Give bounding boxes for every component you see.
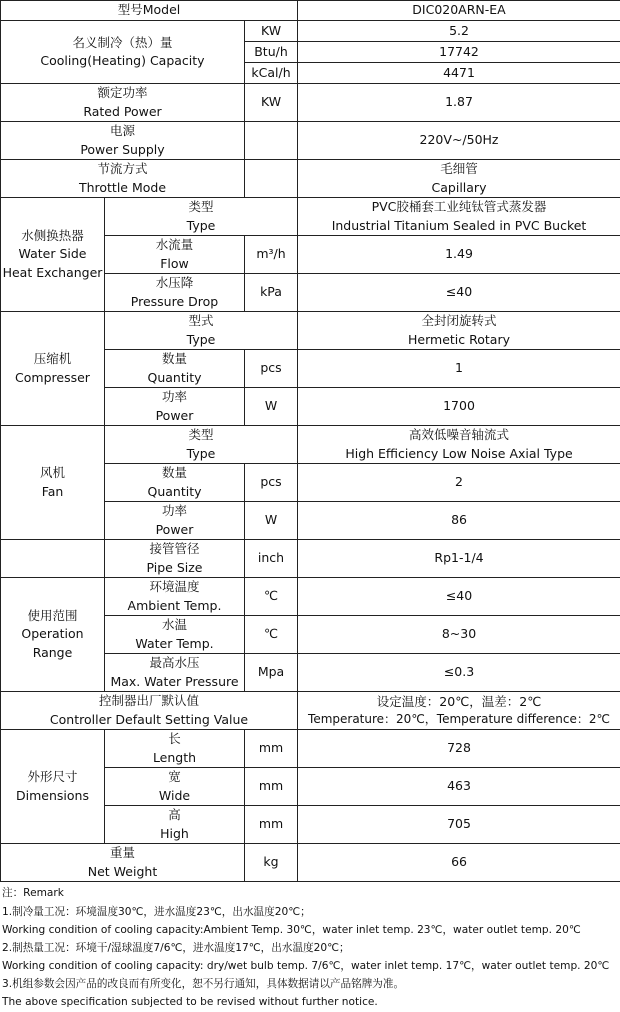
fan-label-en: Fan bbox=[41, 483, 64, 499]
op-max-pressure-unit: Mpa bbox=[245, 654, 298, 692]
dim-length-unit: mm bbox=[245, 730, 298, 768]
fan-quantity-label-cn: 数量 bbox=[161, 465, 187, 481]
hx-pressure-drop-label bbox=[105, 274, 245, 312]
row-pipe-size bbox=[1, 540, 620, 578]
net-weight-label bbox=[1, 844, 245, 882]
op-water-label-en: Water Temp. bbox=[135, 635, 214, 651]
power-supply-unit bbox=[245, 122, 298, 160]
row-fan-type bbox=[1, 426, 620, 464]
op-ambient-label-cn: 环境温度 bbox=[149, 579, 200, 595]
fan-quantity-label bbox=[105, 464, 245, 502]
dim-wide-value: 463 bbox=[298, 768, 620, 806]
remark-heading: 注：Remark bbox=[2, 887, 64, 899]
hx-type-label bbox=[105, 198, 298, 236]
pipe-size-value: Rp1-1/4 bbox=[298, 540, 620, 578]
hx-pressure-drop-value: ≤40 bbox=[298, 274, 620, 312]
dim-wide-label-en: Wide bbox=[158, 787, 191, 803]
op-max-pressure-label-en: Max. Water Pressure bbox=[110, 673, 239, 689]
rated-power-unit: KW bbox=[245, 84, 298, 122]
rated-power-label bbox=[1, 84, 245, 122]
op-water-label bbox=[105, 616, 245, 654]
throttle-label-cn: 节流方式 bbox=[97, 161, 148, 177]
row-power-supply bbox=[1, 122, 620, 160]
fan-quantity-label-en: Quantity bbox=[147, 483, 202, 499]
fan-label-cn: 风机 bbox=[39, 465, 65, 481]
dim-high-value: 705 bbox=[298, 806, 620, 844]
capacity-value: 5.2 bbox=[298, 21, 620, 42]
remark-line: 1.制冷量工况：环境温度30℃，进水温度23℃，出水温度20℃； bbox=[2, 906, 311, 918]
op-water-value: 8~30 bbox=[298, 616, 620, 654]
fan-type-label-en: Type bbox=[186, 445, 216, 461]
dim-wide-unit: mm bbox=[245, 768, 298, 806]
compressor-power-label-en: Power bbox=[155, 407, 194, 423]
compressor-quantity-label-en: Quantity bbox=[147, 369, 202, 385]
remark-line: The above specification subjected to be revised without further notice. bbox=[2, 996, 378, 1008]
hx-type-value bbox=[298, 198, 620, 236]
dimensions-label-cn: 外形尺寸 bbox=[27, 769, 78, 785]
pipe-size-label bbox=[105, 540, 245, 578]
row-dim-length bbox=[1, 730, 620, 768]
row-net-weight bbox=[1, 844, 620, 882]
power-supply-label-cn: 电源 bbox=[109, 123, 135, 139]
remark-line: Working condition of cooling capacity:Ambient Temp. 30℃，water inlet temp. 23℃，water outlet temp. 20℃ bbox=[2, 924, 581, 936]
capacity-label-en: Cooling(Heating) Capacity bbox=[40, 53, 205, 68]
hx-type-value-en: Industrial Titanium Sealed in PVC Bucket bbox=[331, 217, 587, 233]
water-hx-label-cn: 水侧换热器 bbox=[21, 228, 84, 244]
compressor-label-cn: 压缩机 bbox=[33, 351, 72, 367]
hx-pressure-drop-label-cn: 水压降 bbox=[155, 275, 194, 291]
op-max-pressure-value: ≤0.3 bbox=[298, 654, 620, 692]
rated-power-label-en: Rated Power bbox=[83, 103, 162, 119]
row-compressor-type bbox=[1, 312, 620, 350]
dim-wide-label bbox=[105, 768, 245, 806]
controller-label bbox=[1, 692, 298, 730]
capacity-value: 4471 bbox=[298, 63, 620, 84]
compressor-quantity-value: 1 bbox=[298, 350, 620, 388]
throttle-label bbox=[1, 160, 245, 198]
model-value: DIC020ARN-EA bbox=[298, 1, 620, 21]
op-max-pressure-label-cn: 最高水压 bbox=[149, 655, 200, 671]
capacity-label bbox=[1, 21, 245, 84]
capacity-value: 17742 bbox=[298, 42, 620, 63]
dim-high-label-en: High bbox=[160, 825, 189, 841]
compressor-type-label-cn: 型式 bbox=[188, 313, 214, 329]
controller-value bbox=[298, 692, 620, 730]
row-hx-type bbox=[1, 198, 620, 236]
rated-power-label-cn: 额定功率 bbox=[97, 85, 148, 101]
operation-label-en2: Range bbox=[32, 644, 73, 660]
fan-power-value: 86 bbox=[298, 502, 620, 540]
row-model bbox=[1, 1, 620, 21]
compressor-quantity-label bbox=[105, 350, 245, 388]
compressor-type-label-en: Type bbox=[186, 331, 216, 347]
compressor-quantity-unit: pcs bbox=[245, 350, 298, 388]
fan-type-value-cn: 高效低噪音轴流式 bbox=[409, 427, 510, 443]
water-hx-label-en2: Heat Exchanger bbox=[2, 264, 103, 280]
net-weight-label-cn: 重量 bbox=[109, 845, 135, 861]
water-hx-label bbox=[1, 198, 105, 312]
op-ambient-value: ≤40 bbox=[298, 578, 620, 616]
throttle-value-cn: 毛细管 bbox=[440, 161, 478, 177]
dim-high-label bbox=[105, 806, 245, 844]
hx-pressure-drop-label-en: Pressure Drop bbox=[130, 293, 219, 309]
dim-length-label-cn: 长 bbox=[168, 731, 181, 747]
dim-length-label bbox=[105, 730, 245, 768]
net-weight-unit: kg bbox=[245, 844, 298, 882]
compressor-quantity-label-cn: 数量 bbox=[161, 351, 187, 367]
compressor-type-value-cn: 全封闭旋转式 bbox=[421, 313, 497, 329]
pipe-size-label-cn: 接管管径 bbox=[149, 541, 200, 557]
compressor-type-value-en: Hermetic Rotary bbox=[408, 331, 510, 347]
fan-label bbox=[1, 426, 105, 540]
hx-flow-label-cn: 水流量 bbox=[155, 237, 194, 253]
operation-label bbox=[1, 578, 105, 692]
dim-length-value: 728 bbox=[298, 730, 620, 768]
row-capacity-kw bbox=[1, 21, 620, 42]
row-op-ambient bbox=[1, 578, 620, 616]
pipe-size-empty bbox=[1, 540, 105, 578]
compressor-power-label bbox=[105, 388, 245, 426]
dimensions-label bbox=[1, 730, 105, 844]
rated-power-value: 1.87 bbox=[298, 84, 620, 122]
op-ambient-label bbox=[105, 578, 245, 616]
op-ambient-unit: ℃ bbox=[245, 578, 298, 616]
compressor-label bbox=[1, 312, 105, 426]
fan-power-label bbox=[105, 502, 245, 540]
fan-type-value-en: High Efficiency Low Noise Axial Type bbox=[345, 445, 573, 461]
row-rated-power bbox=[1, 84, 620, 122]
power-supply-label bbox=[1, 122, 245, 160]
throttle-unit bbox=[245, 160, 298, 198]
capacity-label-cn: 名义制冷（热）量 bbox=[72, 34, 173, 50]
power-supply-label-en: Power Supply bbox=[80, 141, 165, 157]
capacity-unit: Btu/h bbox=[245, 42, 298, 63]
controller-value-cn: 设定温度：20℃，温差：2℃ bbox=[376, 693, 542, 709]
hx-flow-label-en: Flow bbox=[160, 255, 189, 271]
fan-type-value bbox=[298, 426, 620, 464]
throttle-value-en: Capillary bbox=[431, 179, 487, 195]
capacity-unit: KW bbox=[245, 21, 298, 42]
throttle-label-en: Throttle Mode bbox=[78, 179, 167, 195]
fan-type-label-cn: 类型 bbox=[188, 427, 214, 443]
controller-label-en: Controller Default Setting Value bbox=[49, 711, 249, 727]
pipe-size-unit: inch bbox=[245, 540, 298, 578]
compressor-type-label bbox=[105, 312, 298, 350]
hx-type-value-cn: PVC胶桶套工业纯钛管式蒸发器 bbox=[371, 199, 547, 215]
water-hx-label-en1: Water Side bbox=[18, 246, 87, 262]
compressor-power-unit: W bbox=[245, 388, 298, 426]
power-supply-value: 220V~/50Hz bbox=[298, 122, 620, 160]
dim-high-label-cn: 高 bbox=[168, 807, 181, 823]
compressor-power-value: 1700 bbox=[298, 388, 620, 426]
row-controller bbox=[1, 692, 620, 730]
dim-wide-label-cn: 宽 bbox=[168, 769, 181, 785]
net-weight-label-en: Net Weight bbox=[87, 863, 158, 879]
fan-type-label bbox=[105, 426, 298, 464]
controller-label-cn: 控制器出厂默认值 bbox=[99, 693, 200, 709]
row-throttle bbox=[1, 160, 620, 198]
operation-label-en1: Operation bbox=[21, 626, 84, 642]
controller-value-en: Temperature：20℃，Temperature difference：2℃ bbox=[308, 711, 610, 726]
fan-quantity-value: 2 bbox=[298, 464, 620, 502]
dim-length-label-en: Length bbox=[152, 749, 197, 765]
remark-line: 3.机组参数会因产品的改良而有所变化，恕不另行通知，具体数据请以产品铭牌为准。 bbox=[2, 978, 405, 990]
op-water-label-cn: 水温 bbox=[161, 617, 187, 633]
fan-quantity-unit: pcs bbox=[245, 464, 298, 502]
capacity-unit: kCal/h bbox=[245, 63, 298, 84]
compressor-label-en: Compresser bbox=[15, 369, 90, 385]
hx-flow-label bbox=[105, 236, 245, 274]
fan-power-label-en: Power bbox=[155, 521, 194, 537]
hx-type-label-en: Type bbox=[186, 217, 216, 233]
throttle-value bbox=[298, 160, 620, 198]
op-max-pressure-label bbox=[105, 654, 245, 692]
fan-power-label-cn: 功率 bbox=[161, 503, 187, 519]
dimensions-label-en: Dimensions bbox=[16, 787, 89, 803]
pipe-size-label-en: Pipe Size bbox=[146, 559, 203, 575]
operation-label-cn: 使用范围 bbox=[27, 608, 78, 624]
remark-line: 2.制热量工况：环境干/湿球温度7/6℃，进水温度17℃，出水温度20℃； bbox=[2, 942, 350, 954]
hx-type-label-cn: 类型 bbox=[188, 199, 214, 215]
model-label: 型号Model bbox=[1, 1, 298, 21]
hx-flow-unit: m³/h bbox=[245, 236, 298, 274]
op-water-unit: ℃ bbox=[245, 616, 298, 654]
hx-pressure-drop-unit: kPa bbox=[245, 274, 298, 312]
compressor-power-label-cn: 功率 bbox=[161, 389, 187, 405]
fan-power-unit: W bbox=[245, 502, 298, 540]
net-weight-value: 66 bbox=[298, 844, 620, 882]
hx-flow-value: 1.49 bbox=[298, 236, 620, 274]
op-ambient-label-en: Ambient Temp. bbox=[127, 597, 222, 613]
remark-line: Working condition of cooling capacity: dry/wet bulb temp. 7/6℃，water inlet temp. 17℃，water outlet temp. 20℃ bbox=[2, 960, 610, 972]
dim-high-unit: mm bbox=[245, 806, 298, 844]
compressor-type-value bbox=[298, 312, 620, 350]
